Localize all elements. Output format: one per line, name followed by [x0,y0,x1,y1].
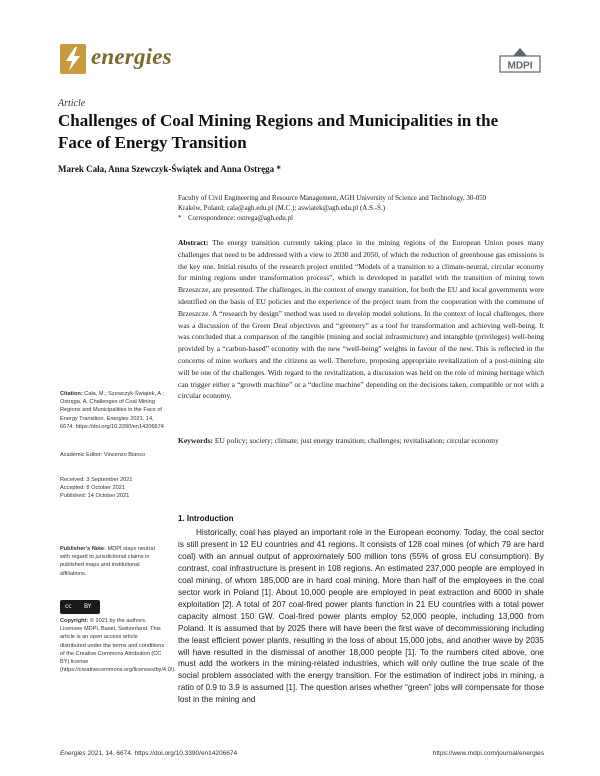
footer-ref[interactable]: 2021, 14, 6674. https://doi.org/10.3390/en14206674 [87,750,238,757]
keywords-text: EU policy; society; climate; just energy transition; challenges; revitalisation; circular economy [214,436,499,445]
mdpi-logo-icon [497,48,543,76]
footer-journal-url[interactable]: https://www.mdpi.com/journal/energies [432,750,544,757]
copyright-text: © 2021 by the authors. Licensee MDPI, Basel, Switzerland. This article is an open access article distributed under the terms and conditions of the Creative Commons Attribution (CC BY) license (https://creativecommons.org/licenses/by/4.0/). [60,618,176,674]
citation-label: Citation: [60,391,83,397]
keywords-label: Keywords: [178,436,213,445]
citation-journal: Energies [106,415,129,422]
dates-block [60,476,165,501]
citation-text: Cała, M.; Szewczyk-Świątek, A.; Ostręga, A. Challenges of Coal Mining Regions and Municipalities in the Face of Energy Transition. [60,391,165,422]
copyright-label: Copyright: [60,618,89,624]
page-title: Challenges of Coal Mining Regions and Municipalities in the Face of Energy Transition [58,111,499,152]
journal-name: energies [91,44,172,69]
footer-citation [60,750,237,757]
published-date: Published: 14 October 2021 [60,493,130,500]
publisher-note-label: Publisher’s Note: [60,546,107,552]
article-type: Article [58,98,86,109]
by-icon-label: BY [84,603,92,610]
introduction-text: Historically, coal has played an important role in the European economy. Today, the coal sector is still present in 12 EU countries and 41 regions. It consists of 128 coal mines (of which 79 are hard coal) with an annual output of approximately 500 million tons (55% of gross EU consumption). By contrast, coal infrastructure is present in 108 regions. An estimated 237,000 people are employed in coal mining, of whom 185,000 are in hard coal mining. More than half of the employees in the coal sector work in Poland [1]. About 10,000 people are employed in peat extraction and 6000 in shale exploitation [2]. A total of 207 coal-fired power plants function in 21 EU countries with a total power capacity almost 150 GW. Coal-fired power plants employ 52,000 people, including 13,000 from Poland. It is assumed that by 2025 there will have been the first wave of decommissioning including the least efficient power plants, resulting in the loss of about 15,000 jobs, and another wave by 2035 will have resulted in the dismissal of another 18,000 people [1]. To the numbers cited above, one must add the workers in the mining-related industries, which will only outline the true scale of the social problem associated with the energy transition. For the estimation of indirect jobs in mining, a ratio of 0.9 to 3.9 is assumed [1]. The question arises whether “green” jobs will compensate for those lost in the mining and [178,528,544,705]
cc-license-icon[interactable] [60,600,100,614]
academic-editor: Academic Editor: Vincenzo Bianco [60,452,146,458]
copyright-block [60,617,176,674]
citation-doi-link[interactable]: https://doi.org/10.3390/en14206674 [75,423,164,430]
affiliation-line: Faculty of Civil Engineering and Resource Management, AGH University of Science and Technology, 30-059 [178,194,487,202]
citation-block [60,390,165,431]
abstract-text: The energy transition currently taking place in the mining regions of the European Union poses many challenges that need to be addressed with a view to 2030 and 2050, of which the reduction of greenhouse gas emissions is the key one. Initial results of the research project entitled “Models of a transition to a climate-neutral, circular economy for mining regions under transformation process”, which is developed in parallel with the transition of mining town Brzeszcze, are presented. The challenges, in the context of energy transition, for both the EU and local governments were identified on the basis of EU policies and the experience of the project team from the cooperation with the commune of Brzeszcze. A “research by design” method was used to develop model solutions. In the context of local challenges, there was a discussion of the Green Deal objectives and “greenery” as a tool for transformation and achieving well-being. It was concluded that a comparison of the tangible (mining and social infrastructure) and intangible (privileges) well-being provided by a “carbon-based” economy with the new “well-being” weights in favour of the new. This is reflected in the concerns of mine workers and the citizens as well. Therefore, proposing appropriate revitalization of a post-mining site will be one of the challenges. With regard to the revitalization, a discussion was held on the role of mining heritage which can trigger either a “growth machine” or a “decline machine” depending on the decisions taken, compatible or not with a circular economy. [178,238,544,401]
cc-icon-label: cc [65,603,72,610]
author-list: Marek Cała, Anna Szewczyk-Świątek and Anna Ostręga * [58,164,281,174]
correspondence-line: * Correspondence: ostrega@agh.edu.pl [178,214,293,222]
abstract-label: Abstract: [178,238,209,247]
citation-volume: 2021, 14, 6674. [60,415,154,430]
section-heading: 1. Introduction [178,514,234,523]
abstract [178,237,544,402]
keywords [178,435,544,447]
affiliation-block [178,193,548,223]
footer-journal: Energies [60,750,86,757]
publisher-note [60,545,165,578]
journal-logo-icon [60,44,86,74]
received-date: Received: 3 September 2021 [60,477,133,483]
affiliation-line: Kraków, Poland; cala@agh.edu.pl (M.C.); aswiatek@agh.edu.pl (A.S.-Ś.) [178,204,386,212]
publisher-note-text: MDPI stays neutral with regard to jurisdictional claims in published maps and institutional affiliations. [60,546,155,577]
publisher-name: MDPI [507,60,533,72]
accepted-date: Accepted: 8 October 2021 [60,485,125,492]
correspondence-email[interactable]: Correspondence: ostrega@agh.edu.pl [188,214,293,222]
